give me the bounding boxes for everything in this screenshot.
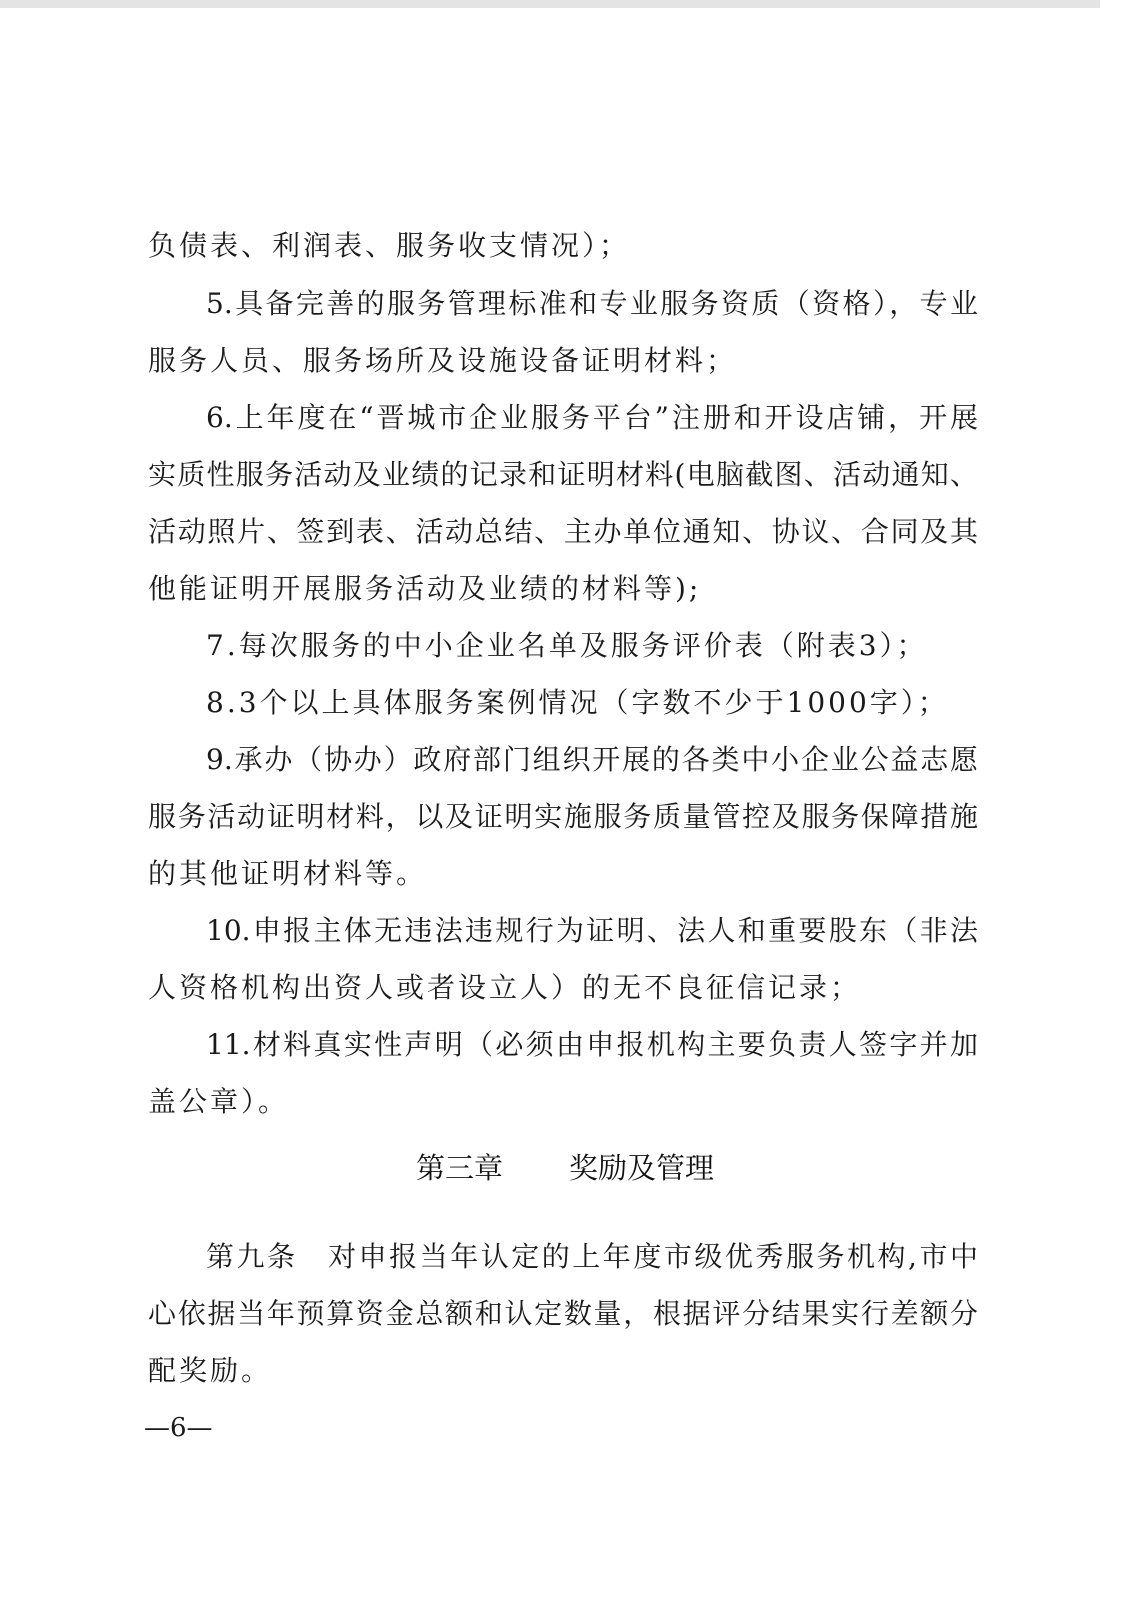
text-line: 10.申报主体无违法违规行为证明、法人和重要股东（非法 <box>206 914 978 947</box>
page-number: —6— <box>144 1413 213 1443</box>
text-line: 服务活动证明材料，以及证明实施服务质量管控及服务保障措施 <box>148 800 978 833</box>
text-line: 7.每次服务的中小企业名单及服务评价表（附表3）； <box>206 629 928 662</box>
text-line: 9.承办（协办）政府部门组织开展的各类中小企业公益志愿 <box>206 743 978 776</box>
scan-top-edge <box>0 0 1100 8</box>
text-line: 的其他证明材料等。 <box>148 857 428 890</box>
chapter-title: 奖励及管理 <box>569 1151 715 1185</box>
chapter-number: 第三章 <box>415 1151 503 1185</box>
text-line: 实质性服务活动及业绩的记录和证明材料(电脑截图、活动通知、 <box>148 458 978 491</box>
text-line: 活动照片、签到表、活动总结、主办单位通知、协议、合同及其 <box>148 515 978 548</box>
article-line: 心依据当年预算资金总额和认定数量，根据评分结果实行差额分 <box>148 1297 978 1330</box>
chapter-heading <box>0 1148 1130 1188</box>
article-line: 配奖励。 <box>148 1354 273 1387</box>
article-line: 第九条 对申报当年认定的上年度市级优秀服务机构,市中 <box>206 1240 978 1273</box>
text-line: 服务人员、服务场所及设施设备证明材料； <box>148 344 738 377</box>
text-line: 盖公章）。 <box>148 1085 290 1118</box>
text-line: 5.具备完善的服务管理标准和专业服务资质（资格），专业 <box>206 287 978 320</box>
text-line: 人资格机构出资人或者设立人）的无不良征信记录； <box>148 971 862 1004</box>
text-line: 11.材料真实性声明（必须由申报机构主要负责人签字并加 <box>206 1028 978 1061</box>
text-line: 6.上年度在“晋城市企业服务平台”注册和开设店铺，开展 <box>206 401 978 434</box>
text-line: 8.3个以上具体服务案例情况（字数不少于1000字）； <box>206 686 949 719</box>
text-line: 他能证明开展服务活动及业绩的材料等); <box>148 572 702 605</box>
text-line: 负债表、利润表、服务收支情况）； <box>148 229 631 262</box>
